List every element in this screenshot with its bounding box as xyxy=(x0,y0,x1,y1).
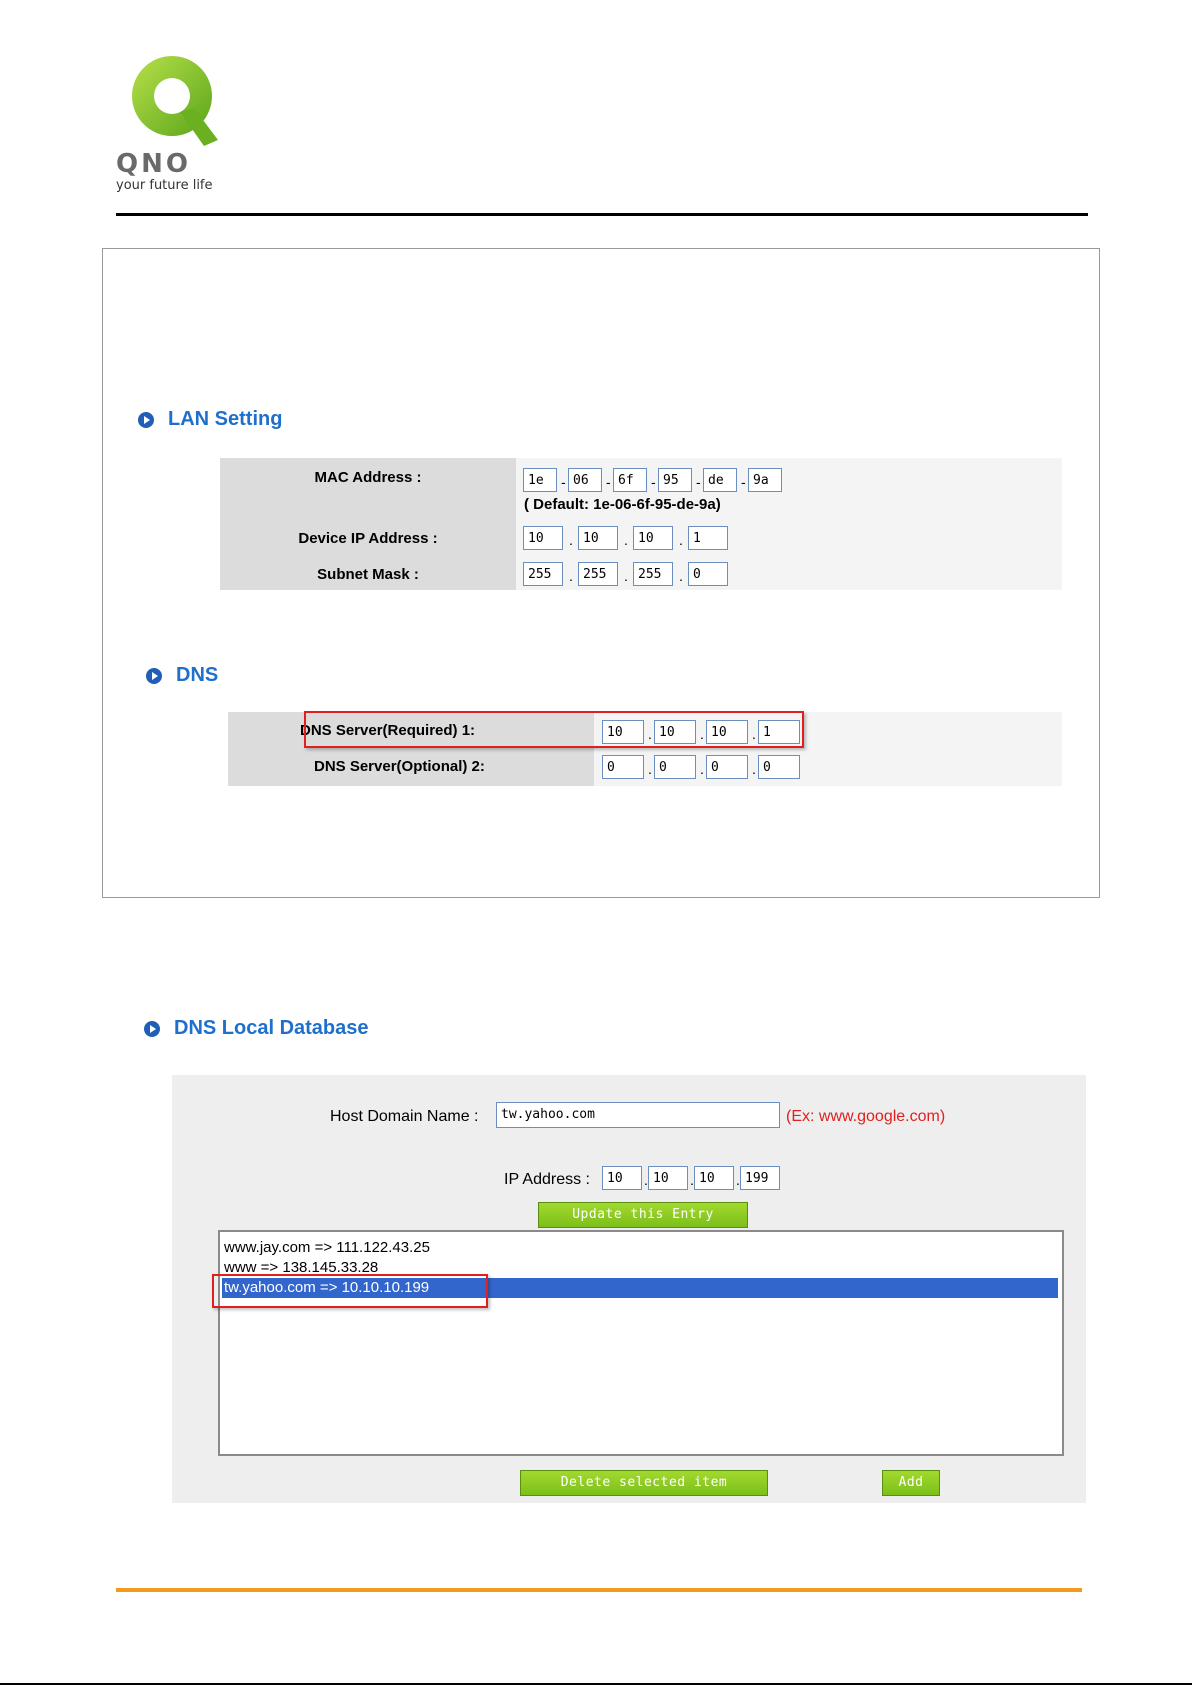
mac-field-6[interactable]: 9a xyxy=(748,468,782,492)
delete-selected-button[interactable]: Delete selected item xyxy=(520,1470,768,1496)
footer-divider xyxy=(116,1588,1082,1592)
mac-separator: - xyxy=(606,474,611,490)
dns-server-1-octet-1[interactable]: 10 xyxy=(602,720,644,744)
device-ip-octet-4[interactable]: 1 xyxy=(688,526,728,550)
ip-separator: . xyxy=(624,568,628,584)
dns-local-db-heading xyxy=(144,1017,369,1040)
dns-server-2-label: DNS Server(Optional) 2: xyxy=(314,758,485,775)
bullet-arrow-icon xyxy=(138,412,154,428)
subnet-octet-3[interactable]: 255 xyxy=(633,562,673,586)
update-entry-button[interactable]: Update this Entry xyxy=(538,1202,748,1228)
host-domain-label: Host Domain Name : xyxy=(330,1108,479,1125)
mac-field-4[interactable]: 95 xyxy=(658,468,692,492)
ip-separator: . xyxy=(752,726,756,742)
device-ip-label: Device IP Address : xyxy=(298,530,438,547)
mac-separator: - xyxy=(696,474,701,490)
mac-address-label: MAC Address : xyxy=(314,469,422,486)
bullet-arrow-icon xyxy=(144,1021,160,1037)
mac-separator: - xyxy=(741,474,746,490)
mac-separator: - xyxy=(651,474,656,490)
ip-separator: . xyxy=(624,532,628,548)
bullet-arrow-icon xyxy=(146,668,162,684)
mac-field-3[interactable]: 6f xyxy=(613,468,647,492)
db-ip-octet-1[interactable]: 10 xyxy=(602,1166,642,1190)
db-ip-octet-4[interactable]: 199 xyxy=(740,1166,780,1190)
subnet-octet-1[interactable]: 255 xyxy=(523,562,563,586)
ip-separator: . xyxy=(679,532,683,548)
mac-field-2[interactable]: 06 xyxy=(568,468,602,492)
dns-server-2-octet-2[interactable]: 0 xyxy=(654,755,696,779)
mac-field-5[interactable]: de xyxy=(703,468,737,492)
ip-separator: . xyxy=(752,761,756,777)
selected-entry-highlight xyxy=(212,1274,488,1308)
add-button[interactable]: Add xyxy=(882,1470,940,1496)
ip-separator: . xyxy=(736,1172,740,1188)
lan-setting-heading xyxy=(138,408,282,431)
list-item-selected[interactable]: tw.yahoo.com => 10.10.10.199 xyxy=(222,1278,1058,1298)
qno-logo-icon xyxy=(128,52,220,150)
dns-title: DNS xyxy=(176,664,219,686)
dns-heading xyxy=(146,664,218,687)
ip-separator: . xyxy=(700,726,704,742)
db-ip-octet-3[interactable]: 10 xyxy=(694,1166,734,1190)
dns-server-1-octet-3[interactable]: 10 xyxy=(706,720,748,744)
ip-separator: . xyxy=(644,1172,648,1188)
list-item[interactable]: www => 138.145.33.28 xyxy=(224,1259,379,1276)
dns-server-2-octet-3[interactable]: 0 xyxy=(706,755,748,779)
dns-server-1-label: DNS Server(Required) 1: xyxy=(300,722,476,739)
subnet-octet-4[interactable]: 0 xyxy=(688,562,728,586)
device-ip-octet-1[interactable]: 10 xyxy=(523,526,563,550)
header-divider xyxy=(116,213,1088,216)
db-ip-label: IP Address : xyxy=(504,1171,590,1188)
device-ip-octet-3[interactable]: 10 xyxy=(633,526,673,550)
db-ip-octet-2[interactable]: 10 xyxy=(648,1166,688,1190)
logo-tagline: your future life xyxy=(116,178,213,193)
dns-server-2-octet-4[interactable]: 0 xyxy=(758,755,800,779)
ip-separator: . xyxy=(690,1172,694,1188)
ip-separator: . xyxy=(648,726,652,742)
host-domain-example: (Ex: www.google.com) xyxy=(786,1108,946,1125)
dns-server-2-octet-1[interactable]: 0 xyxy=(602,755,644,779)
lan-setting-title: LAN Setting xyxy=(168,408,283,430)
dns-server-1-octet-2[interactable]: 10 xyxy=(654,720,696,744)
dns-local-db-title: DNS Local Database xyxy=(174,1017,369,1039)
subnet-mask-label: Subnet Mask : xyxy=(317,566,419,583)
mac-field-1[interactable]: 1e xyxy=(523,468,557,492)
qno-wordmark xyxy=(116,148,232,176)
ip-separator: . xyxy=(648,761,652,777)
host-domain-input[interactable]: tw.yahoo.com xyxy=(496,1102,780,1128)
mac-separator: - xyxy=(561,474,566,490)
brand-text: QNO xyxy=(116,149,191,176)
dns-server-1-octet-4[interactable]: 1 xyxy=(758,720,800,744)
dns-server-1-highlight xyxy=(304,711,804,748)
ip-separator: . xyxy=(569,532,573,548)
dns-entries-listbox[interactable] xyxy=(218,1230,1064,1456)
list-item[interactable]: www.jay.com => 111.122.43.25 xyxy=(224,1239,430,1256)
ip-separator: . xyxy=(700,761,704,777)
ip-separator: . xyxy=(679,568,683,584)
device-ip-octet-2[interactable]: 10 xyxy=(578,526,618,550)
subnet-octet-2[interactable]: 255 xyxy=(578,562,618,586)
mac-default-note: ( Default: 1e-06-6f-95-de-9a) xyxy=(524,496,721,513)
ip-separator: . xyxy=(569,568,573,584)
